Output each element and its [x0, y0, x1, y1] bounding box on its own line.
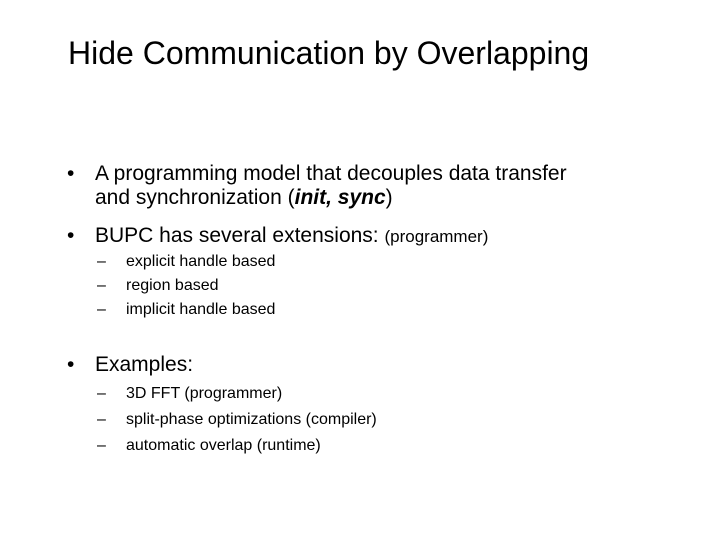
bullet-line-2-pre: and synchronization ( — [95, 186, 295, 209]
sub-marker: – — [97, 253, 106, 270]
sub-marker: – — [97, 301, 106, 318]
sub-text: automatic overlap (runtime) — [126, 437, 321, 454]
bullet-line-2-emphasis: init, sync — [294, 186, 386, 209]
bullet-line-1: A programming model that decouples data transfer — [95, 162, 567, 185]
bullet-marker: • — [67, 353, 75, 376]
sub-marker: – — [97, 277, 106, 294]
bullet-note: (programmer) — [384, 227, 489, 246]
bullet-marker: • — [67, 224, 75, 247]
sub-text: implicit handle based — [126, 301, 276, 318]
bullet-line-2-post: ) — [385, 186, 393, 209]
bullet-text — [95, 224, 488, 249]
bullet-text — [95, 162, 567, 210]
bullet-text: Examples: — [95, 353, 194, 376]
bullet-marker: • — [67, 162, 75, 185]
sub-marker: – — [97, 437, 106, 454]
sub-text: region based — [126, 277, 219, 294]
sub-text: 3D FFT (programmer) — [126, 385, 283, 402]
sub-text: explicit handle based — [126, 253, 276, 270]
sub-marker: – — [97, 411, 106, 428]
bullet-text-main: BUPC has several extensions: — [95, 224, 385, 247]
sub-text: split-phase optimizations (compiler) — [126, 411, 377, 428]
sub-marker: – — [97, 385, 106, 402]
slide-title: Hide Communication by Overlapping — [68, 35, 590, 71]
